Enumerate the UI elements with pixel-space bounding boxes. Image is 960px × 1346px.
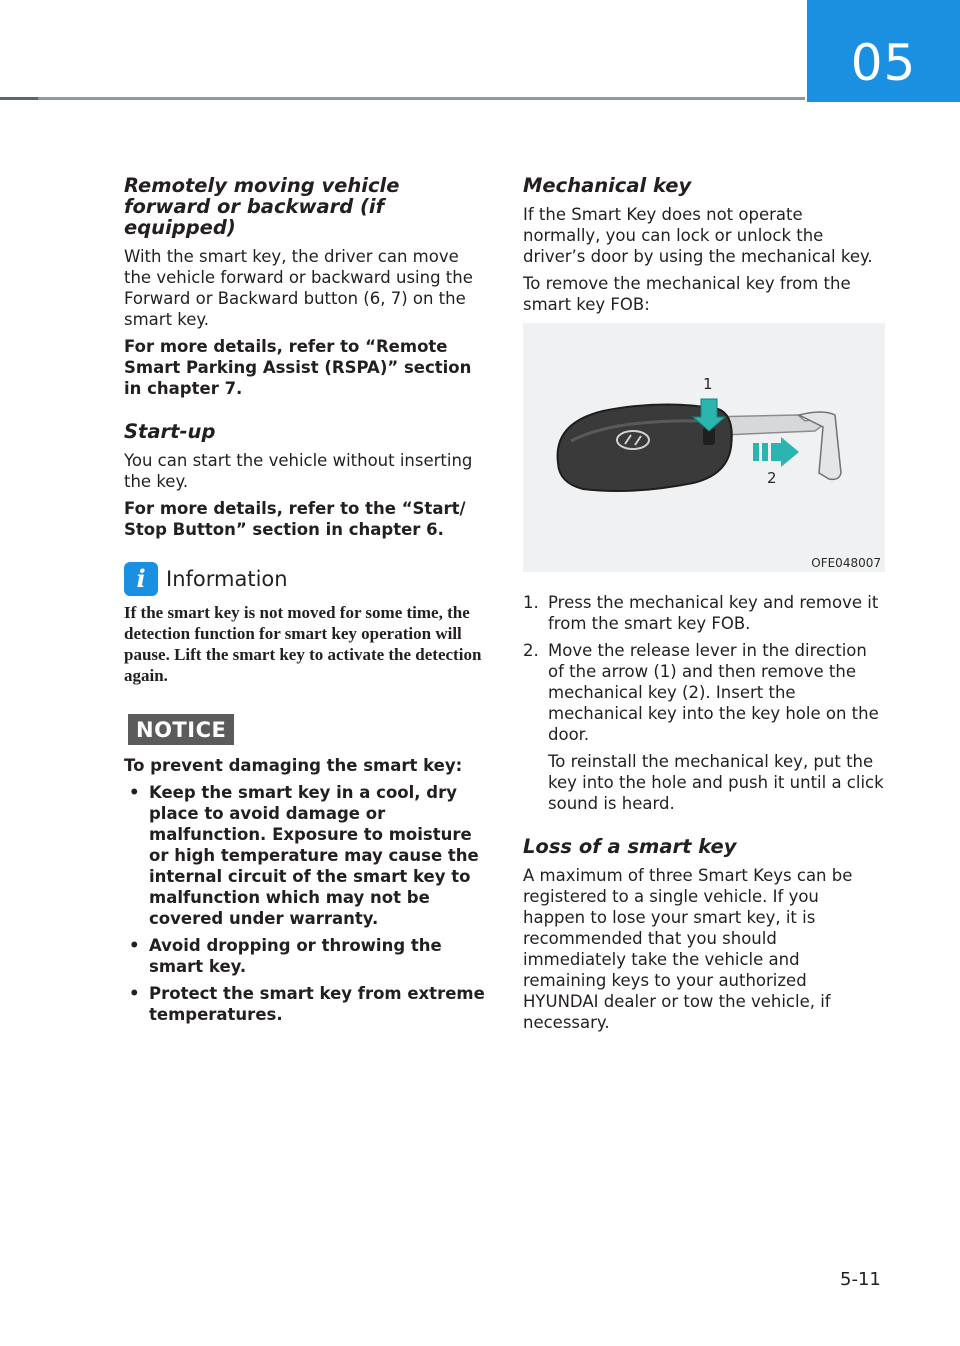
notice-item: • Protect the smart key from extreme temperatures. bbox=[124, 983, 490, 1025]
notice-intro: To prevent damaging the smart key: bbox=[124, 756, 463, 775]
smart-key-figure bbox=[523, 323, 885, 572]
header-rule-accent bbox=[0, 97, 38, 100]
startup-body: You can start the vehicle without inserting the key. bbox=[124, 451, 473, 491]
smart-key-illustration bbox=[523, 323, 885, 572]
removal-steps bbox=[523, 592, 885, 814]
information-title: Information bbox=[166, 567, 288, 591]
callout-2: 2 bbox=[767, 469, 777, 487]
information-body: If the smart key is not moved for some time, the detection function for smart key operation will pause. Lift the smart key to activate the detection again. bbox=[124, 603, 482, 685]
pull-arrow-icon bbox=[753, 437, 799, 467]
left-column bbox=[124, 175, 490, 1031]
step-text: Press the mechanical key and remove it from the smart key FOB. bbox=[548, 593, 879, 633]
information-icon: i bbox=[124, 562, 158, 596]
notice-item: • Avoid dropping or throwing the smart key. bbox=[124, 935, 490, 977]
remote-heading: Remotely moving vehicle forward or backward (if equipped) bbox=[124, 174, 400, 239]
information-header bbox=[124, 562, 490, 596]
figure-code: OFE048007 bbox=[811, 556, 881, 570]
header-rule bbox=[0, 97, 805, 100]
startup-heading: Start-up bbox=[124, 420, 216, 443]
page-number: 5-11 bbox=[840, 1269, 881, 1290]
remote-reference: For more details, refer to “Remote Smart Parking Assist (RSPA)” section in chapter 7. bbox=[124, 337, 472, 398]
mechanical-key-body: If the Smart Key does not operate normally, you can lock or unlock the driver’s door by using the mechanical key. bbox=[523, 205, 873, 266]
step-item bbox=[523, 592, 885, 634]
loss-heading: Loss of a smart key bbox=[523, 835, 737, 858]
chapter-number: 05 bbox=[850, 34, 917, 92]
notice-label: NOTICE bbox=[128, 714, 234, 745]
loss-body: A maximum of three Smart Keys can be registered to a single vehicle. If you happen to lose your smart key, it is recommended that you should immediately take the vehicle and remaining keys to your authorized HYUNDAI dealer or tow the vehicle, if necessary. bbox=[523, 866, 853, 1032]
remote-body: With the smart key, the driver can move the vehicle forward or backward using the Forward or Backward button (6, 7) on the smart key. bbox=[124, 247, 473, 329]
notice-item: • Keep the smart key in a cool, dry place to avoid damage or malfunction. Exposure to moisture or high temperature may cause the internal circuit of the smart key to malfunction which may not be covered under warranty. bbox=[124, 782, 490, 929]
notice-list bbox=[124, 782, 490, 1025]
callout-1: 1 bbox=[703, 375, 713, 393]
step-text: Move the release lever in the direction of the arrow (1) and then remove the mechanical key (2). Insert the mechanical key into the key hole on the door. bbox=[548, 641, 879, 744]
mechanical-key-heading: Mechanical key bbox=[523, 174, 692, 197]
step-number: 1. bbox=[523, 593, 539, 612]
right-column bbox=[523, 175, 885, 1039]
step-item bbox=[523, 640, 885, 814]
startup-reference: For more details, refer to the “Start/ Stop Button” section in chapter 6. bbox=[124, 499, 466, 539]
chapter-tab bbox=[807, 0, 960, 102]
reinstall-note: To reinstall the mechanical key, put the key into the hole and push it until a click sound is heard. bbox=[548, 752, 884, 813]
step-number: 2. bbox=[523, 641, 539, 660]
mechanical-key-instruction: To remove the mechanical key from the smart key FOB: bbox=[523, 274, 851, 314]
